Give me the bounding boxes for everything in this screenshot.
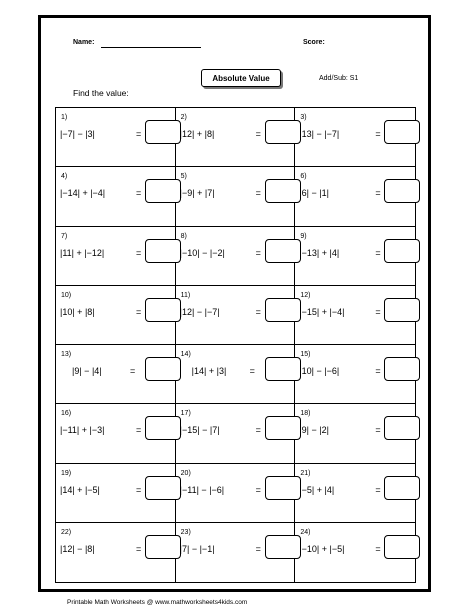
answer-box[interactable] xyxy=(384,476,420,500)
problem-cell xyxy=(56,523,176,582)
equals-sign: = xyxy=(375,247,381,258)
problem-number: 14) xyxy=(180,351,191,358)
equals-sign: = xyxy=(375,484,381,495)
problem-cell xyxy=(56,227,176,286)
problem-number: 17) xyxy=(180,410,191,418)
problem-cell xyxy=(295,464,415,523)
problem-cell xyxy=(295,523,415,582)
problem-number: 6) xyxy=(300,173,307,181)
problem-cell xyxy=(295,227,415,286)
problem-number: 2) xyxy=(180,114,187,121)
problem-expression: |9| − |2| xyxy=(299,425,329,436)
instruction-text: Find the value: xyxy=(73,88,129,98)
problem-expression: |−9| + |7| xyxy=(179,188,215,199)
equals-sign: = xyxy=(136,543,142,554)
problem-expression: |−11| − |−6| xyxy=(179,484,225,495)
problem-number: 4) xyxy=(61,173,68,181)
footer-credit: Printable Math Worksheets @ www.mathworksheets4kids.com xyxy=(67,599,248,606)
problem-cell xyxy=(295,286,415,345)
problem-expression: |−15| − |7| xyxy=(179,425,220,436)
score-label: Score: xyxy=(303,39,325,46)
problem-cell xyxy=(295,108,415,167)
problem-expression: |12| − |−7| xyxy=(179,306,220,317)
problem-cell xyxy=(56,108,176,167)
problem-grid xyxy=(55,107,416,583)
problem-expression: |10| + |8| xyxy=(60,306,95,317)
equals-sign: = xyxy=(136,425,142,436)
problem-number: 16) xyxy=(61,410,72,418)
problem-cell xyxy=(176,523,296,582)
equals-sign: = xyxy=(255,543,261,554)
problem-expression: |−15| + |−4| xyxy=(299,306,345,317)
answer-box[interactable] xyxy=(384,120,420,144)
equals-sign: = xyxy=(136,484,142,495)
problem-expression: |−11| + |−3| xyxy=(60,425,105,436)
equals-sign: = xyxy=(375,425,381,436)
problem-expression: |9| − |4| xyxy=(72,366,102,376)
equals-sign: = xyxy=(130,366,136,376)
problem-cell xyxy=(56,404,176,463)
equals-sign: = xyxy=(375,129,381,139)
problem-number: 18) xyxy=(300,410,311,418)
worksheet-title xyxy=(201,69,281,87)
problem-number: 15) xyxy=(300,351,311,358)
equals-sign: = xyxy=(255,306,261,317)
problem-cell xyxy=(56,167,176,226)
problem-expression: |−14| + |−4| xyxy=(60,188,106,199)
problem-cell xyxy=(176,404,296,463)
problem-expression: |−7| − |3| xyxy=(60,129,95,139)
problem-cell xyxy=(56,345,176,404)
equals-sign: = xyxy=(136,306,142,317)
equals-sign: = xyxy=(375,543,381,554)
answer-box[interactable] xyxy=(384,416,420,440)
problem-expression: |−10| + |−5| xyxy=(299,543,345,554)
problem-expression: |−13| + |4| xyxy=(299,247,340,258)
equals-sign: = xyxy=(375,366,381,376)
problem-cell xyxy=(176,286,296,345)
problem-number: 7) xyxy=(61,232,68,240)
problem-cell xyxy=(176,227,296,286)
problem-number: 1) xyxy=(61,114,68,121)
problem-cell xyxy=(295,167,415,226)
problem-cell xyxy=(295,345,415,404)
problem-number: 21) xyxy=(300,469,311,477)
equals-sign: = xyxy=(136,129,142,139)
equals-sign: = xyxy=(255,247,261,258)
problem-number: 3) xyxy=(300,114,307,121)
equals-sign: = xyxy=(255,129,261,139)
problem-expression: |7| − |−1| xyxy=(179,543,215,554)
problem-expression: |14| + |3| xyxy=(191,366,227,376)
problem-expression: |10| − |−6| xyxy=(299,366,340,376)
equals-sign: = xyxy=(255,188,261,199)
problem-expression: |13| − |−7| xyxy=(299,129,340,139)
problem-number: 24) xyxy=(300,528,311,536)
problem-number: 20) xyxy=(180,469,191,477)
problem-expression: |12| + |8| xyxy=(179,129,215,139)
equals-sign: = xyxy=(255,484,261,495)
problem-cell xyxy=(56,286,176,345)
topic-code: Add/Sub: S1 xyxy=(319,75,359,82)
problem-cell xyxy=(295,404,415,463)
problem-expression: |12| − |8| xyxy=(60,543,95,554)
answer-box[interactable] xyxy=(384,298,420,322)
equals-sign: = xyxy=(136,247,142,258)
equals-sign: = xyxy=(249,366,255,376)
worksheet-page xyxy=(38,15,431,592)
problem-number: 19) xyxy=(61,469,72,477)
name-field[interactable] xyxy=(101,47,201,48)
problem-number: 9) xyxy=(300,232,307,240)
problem-number: 22) xyxy=(61,528,72,536)
problem-cell xyxy=(176,167,296,226)
equals-sign: = xyxy=(375,188,381,199)
answer-box[interactable] xyxy=(384,179,420,203)
equals-sign: = xyxy=(136,188,142,199)
problem-number: 8) xyxy=(180,232,187,240)
problem-expression: |14| + |−5| xyxy=(60,484,100,495)
problem-cell xyxy=(176,464,296,523)
problem-expression: |6| − |1| xyxy=(299,188,329,199)
problem-cell xyxy=(176,345,296,404)
problem-expression: |−5| + |4| xyxy=(299,484,335,495)
problem-expression: |−10| − |−2| xyxy=(179,247,225,258)
equals-sign: = xyxy=(375,306,381,317)
problem-number: 13) xyxy=(61,351,72,358)
problem-number: 23) xyxy=(180,528,191,536)
answer-box[interactable] xyxy=(384,535,420,559)
problem-number: 11) xyxy=(180,291,191,299)
problem-number: 12) xyxy=(300,291,311,299)
name-label: Name: xyxy=(73,39,95,46)
worksheet-title-text: Absolute Value xyxy=(212,73,270,83)
problem-expression: |11| + |−12| xyxy=(60,247,105,258)
problem-cell xyxy=(176,108,296,167)
answer-box[interactable] xyxy=(384,239,420,263)
equals-sign: = xyxy=(255,425,261,436)
answer-box[interactable] xyxy=(384,357,420,381)
problem-cell xyxy=(56,464,176,523)
problem-number: 10) xyxy=(61,291,72,299)
problem-number: 5) xyxy=(180,173,187,181)
